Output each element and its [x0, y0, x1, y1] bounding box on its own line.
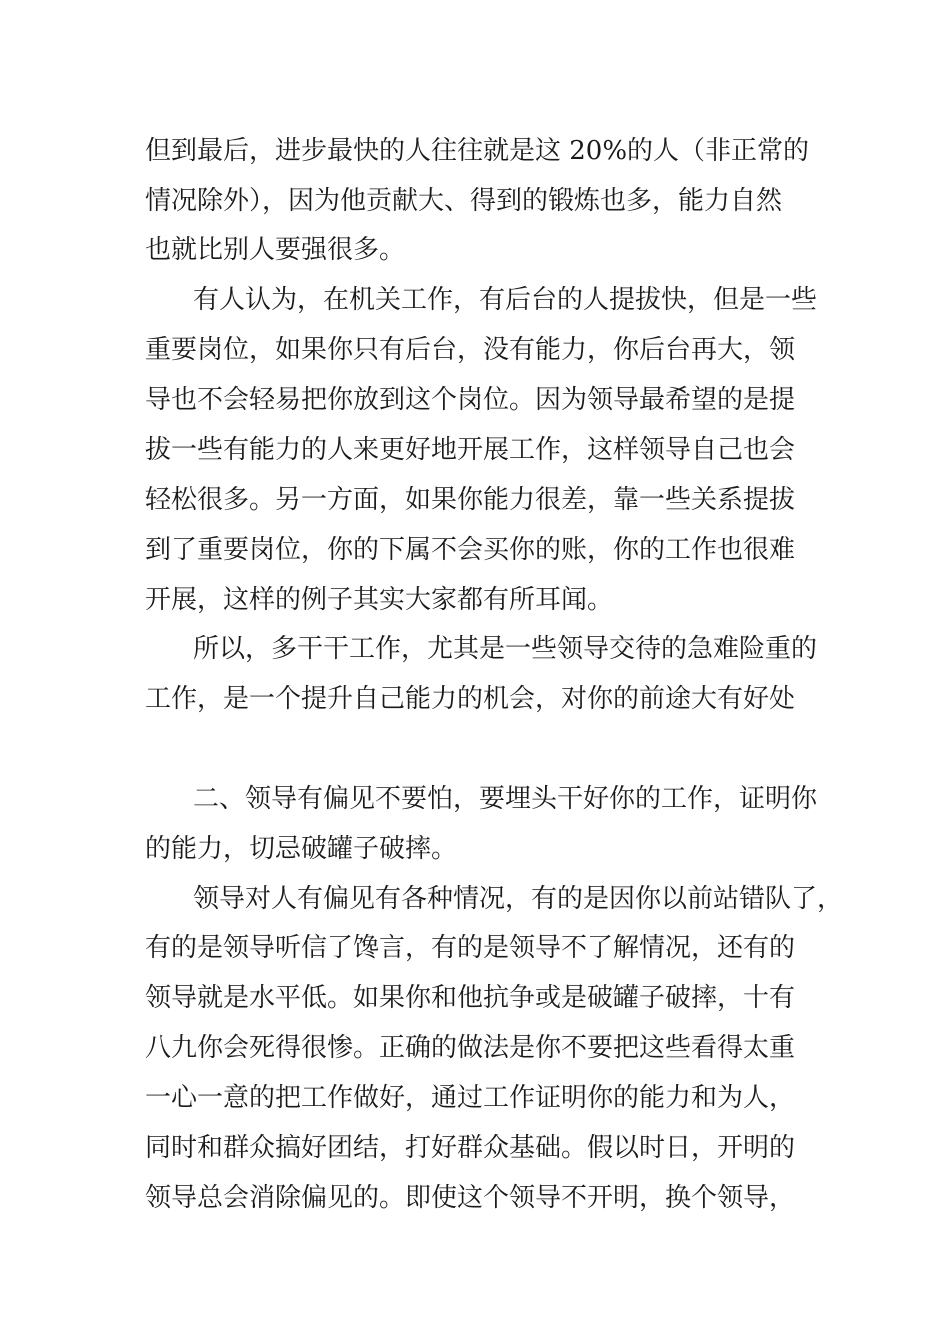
text-line: 有的是领导听信了馋言，有的是领导不了解情况，还有的 [145, 933, 796, 963]
text-line: 同时和群众搞好团结，打好群众基础。假以时日，开明的 [145, 1133, 796, 1163]
text-line: 但到最后，进步最快的人往往就是这 20%的人（非正常的 [145, 136, 810, 166]
text-line: 开展，这样的例子其实大家都有所耳闻。 [145, 585, 614, 615]
text-line: 领导总会消除偏见的。即使这个领导不开明，换个领导， [145, 1183, 796, 1213]
text-line: 也就比别人要强很多。 [145, 235, 406, 265]
paragraph-start-line: 所以，多干干工作，尤其是一些领导交待的急难险重的 [193, 634, 818, 664]
section-heading-line: 的能力，切忌破罐子破摔。 [145, 834, 458, 864]
paragraph-start-line: 有人认为，在机关工作，有后台的人提拔快，但是一些 [193, 285, 818, 315]
text-line: 导也不会轻易把你放到这个岗位。因为领导最希望的是提 [145, 385, 796, 415]
text-line: 情况除外），因为他贡献大、得到的锻炼也多，能力自然 [145, 186, 783, 216]
text-line: 拔一些有能力的人来更好地开展工作，这样领导自己也会 [145, 435, 796, 465]
text-line: 一心一意的把工作做好，通过工作证明你的能力和为人， [145, 1083, 796, 1113]
paragraph-start-line: 领导对人有偏见有各种情况，有的是因你以前站错队了， [193, 884, 844, 914]
text-line: 到了重要岗位，你的下属不会买你的账，你的工作也很难 [145, 535, 796, 565]
text-line: 工作，是一个提升自己能力的机会，对你的前途大有好处 [145, 684, 796, 714]
text-line: 领导就是水平低。如果你和他抗争或是破罐子破摔，十有 [145, 983, 796, 1013]
section-heading-line: 二、领导有偏见不要怕，要埋头干好你的工作，证明你 [193, 784, 818, 814]
text-line: 八九你会死得很惨。正确的做法是你不要把这些看得太重 [145, 1033, 796, 1063]
text-line: 重要岗位，如果你只有后台，没有能力，你后台再大，领 [145, 335, 796, 365]
text-line: 轻松很多。另一方面，如果你能力很差，靠一些关系提拔 [145, 485, 796, 515]
